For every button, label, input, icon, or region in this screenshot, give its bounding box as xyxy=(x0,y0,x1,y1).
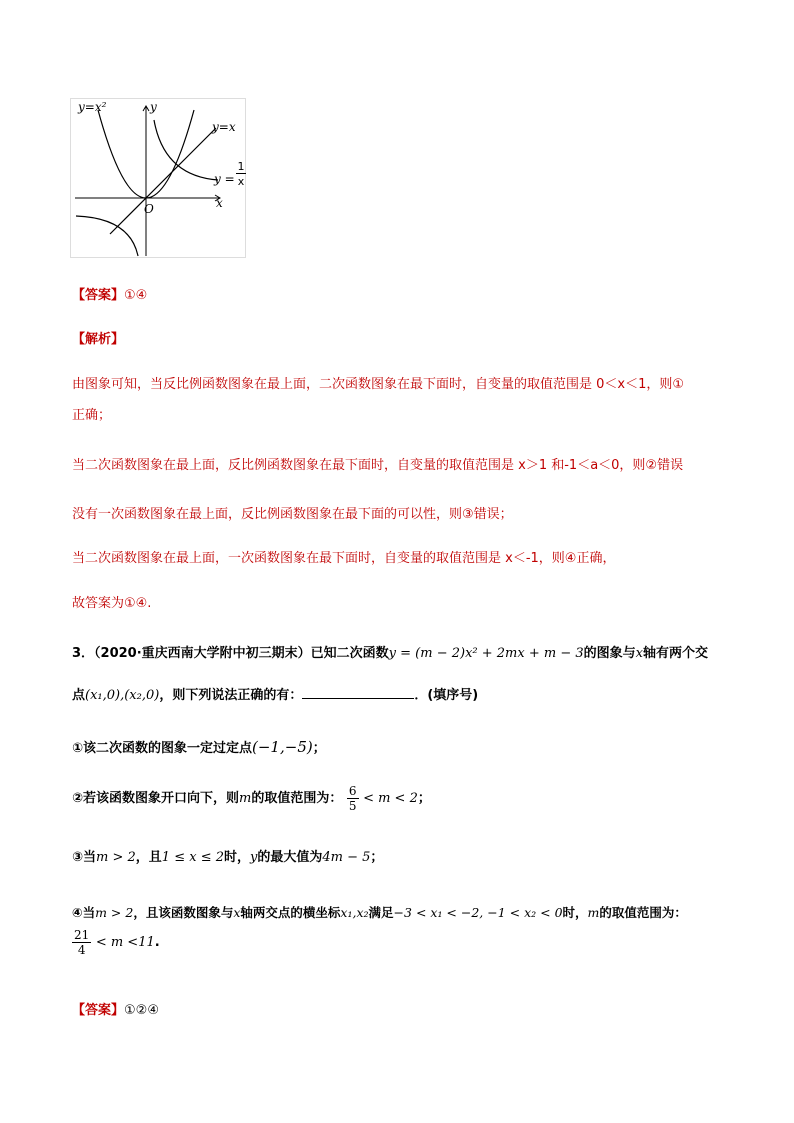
opt3-text-a: ③当 xyxy=(72,850,97,865)
analysis-tag: 【解析】 xyxy=(72,332,125,347)
opt2-m: m xyxy=(239,791,252,806)
answer-1 xyxy=(72,284,147,303)
opt4-cond: m > 2 xyxy=(95,905,134,920)
opt3-end: ； xyxy=(370,850,384,865)
answer-tag: 【答案】 xyxy=(72,288,125,303)
opt1-end: ； xyxy=(312,741,326,756)
analysis-line-5: 故答案为①④. xyxy=(72,596,152,611)
opt4-numerator: 21 xyxy=(74,928,90,942)
option-2 xyxy=(72,784,431,813)
hyperbola-q1 xyxy=(154,120,218,180)
opt2-text-b: 的取值范围为： xyxy=(251,791,343,806)
opt3-val: 4m − 5 xyxy=(322,850,371,865)
q3-line2-b: ，则下列说法正确的有： xyxy=(159,688,303,703)
opt3-y: y xyxy=(250,850,258,865)
opt4-vars: x₁,x₂ xyxy=(340,905,369,920)
analysis-line-3: 没有一次函数图象在最上面，反比例函数图象在最下面的可以性，则③错误； xyxy=(72,507,513,522)
answer-2-value: ①②④ xyxy=(124,1003,159,1018)
opt4-m: m xyxy=(587,905,600,920)
q3-function: y = (m − 2)x² + 2mx + m − 3 xyxy=(388,646,584,661)
opt4-text-b: ，且该函数图象与 xyxy=(133,905,234,920)
option-4 xyxy=(72,903,687,921)
label-hyperbola: y = xyxy=(214,172,235,186)
analysis-line-2: 当二次函数图象在最上面，反比例函数图象在最下面时，自变量的取值范围是 x＞1 和-1＜a＜0，则②错误 xyxy=(72,458,684,473)
opt2-numerator: 6 xyxy=(348,784,357,798)
answer-2-tag: 【答案】 xyxy=(72,1003,125,1018)
opt4-denominator: 4 xyxy=(77,943,86,957)
opt3-text-c: 时， xyxy=(224,850,251,865)
opt1-text: ①该二次函数的图象一定过定点 xyxy=(72,741,253,756)
label-hyperbola-den: x xyxy=(237,175,245,188)
label-x-axis: x xyxy=(216,196,223,210)
line-y-equals-x xyxy=(110,128,216,234)
hyperbola-q3 xyxy=(76,216,138,256)
label-y-axis: y xyxy=(150,100,157,114)
analysis-line-1b: 正确； xyxy=(72,408,112,423)
q3-prefix: 3．（2020·重庆西南大学附中初三期末）已知二次函数 xyxy=(72,646,389,661)
opt3-range: 1 ≤ x ≤ 2 xyxy=(161,850,224,865)
opt3-text-d: 的最大值为 xyxy=(257,850,323,865)
q3-points: (x₁,0),(x₂,0) xyxy=(85,688,160,703)
label-origin: O xyxy=(144,202,154,216)
opt3-cond: m > 2 xyxy=(96,850,136,865)
opt2-denominator: 5 xyxy=(348,799,357,813)
label-hyperbola-num: 1 xyxy=(237,160,245,173)
option-3 xyxy=(72,846,383,865)
label-line: y=x xyxy=(212,120,236,134)
opt4-text-a: ④当 xyxy=(72,905,96,920)
option-4-line-2 xyxy=(72,928,160,957)
answer-blank[interactable] xyxy=(302,686,414,699)
opt4-ineq: −3 < x₁ < −2, −1 < x₂ < 0 xyxy=(393,905,563,920)
opt1-point: (−1,−5) xyxy=(252,738,313,756)
question-3-line-2 xyxy=(72,684,478,703)
opt4-x: x xyxy=(233,905,241,920)
q3-line2-c: ．(填序号) xyxy=(414,688,479,703)
q3-mid: 的图象与 xyxy=(583,646,636,661)
opt2-range: < m < 2 xyxy=(363,791,418,806)
answer-value: ①④ xyxy=(124,288,148,303)
option-1 xyxy=(72,737,326,756)
opt4-text-d: 满足 xyxy=(368,905,394,920)
q3-line2-a: 点 xyxy=(72,688,86,703)
opt2-end: ； xyxy=(417,791,431,806)
opt3-text-b: ，且 xyxy=(135,850,162,865)
q3-suffix: 轴有两个交 xyxy=(642,646,708,661)
analysis-line-4: 当二次函数图象在最上面，一次函数图象在最下面时，自变量的取值范围是 x＜-1，则④正确， xyxy=(72,551,616,566)
q3-x: x xyxy=(635,646,643,661)
label-parabola: y=x² xyxy=(78,100,107,114)
answer-2 xyxy=(72,999,159,1018)
opt4-end: . xyxy=(154,935,160,950)
opt4-fraction xyxy=(72,928,91,957)
opt4-text-c: 轴两交点的横坐标 xyxy=(240,905,341,920)
analysis-line-1: 由图象可知，当反比例函数图象在最上面，二次函数图象在最下面时，自变量的取值范围是 0＜x＜1，则① xyxy=(72,377,685,392)
opt2-fraction xyxy=(347,784,359,813)
function-graph xyxy=(70,98,246,258)
opt4-text-e: 时， xyxy=(562,905,588,920)
opt4-text-f: 的取值范围为： xyxy=(599,905,687,920)
question-3-line-1 xyxy=(72,642,708,661)
opt2-text-a: ②若该函数图象开口向下，则 xyxy=(72,791,240,806)
opt4-range: < m <11 xyxy=(95,935,155,950)
